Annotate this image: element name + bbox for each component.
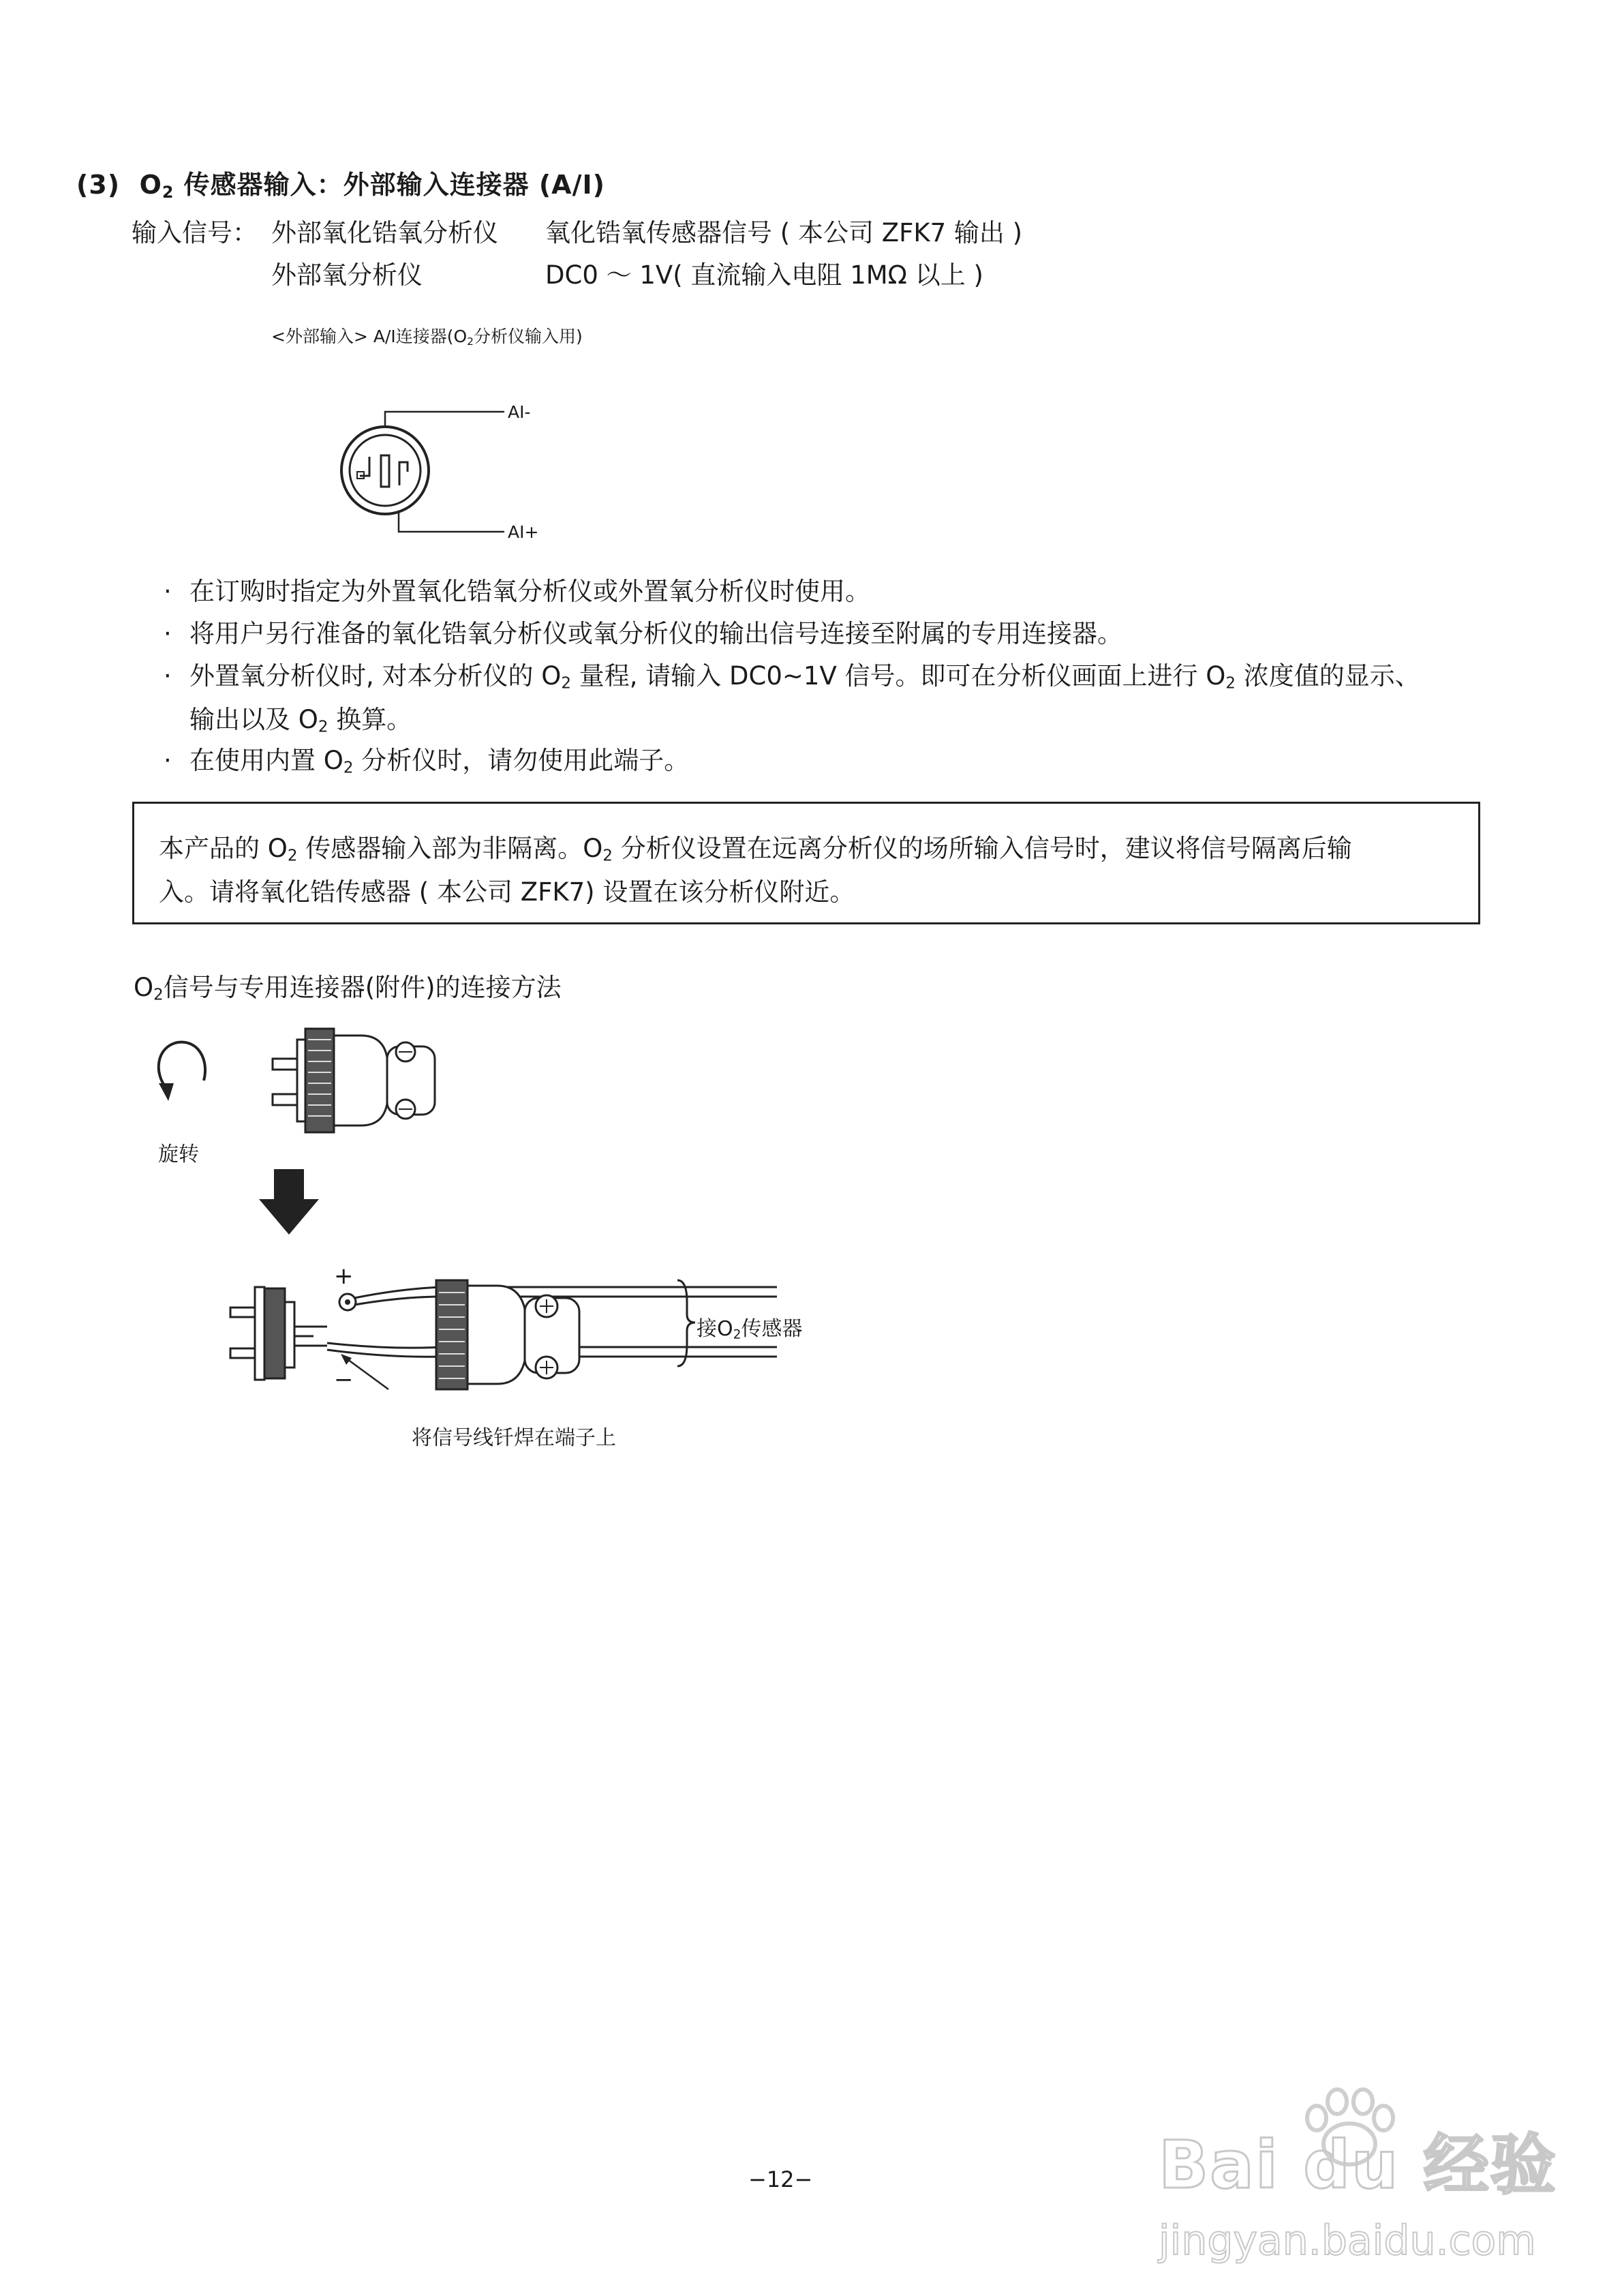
terminal-minus-label: − <box>334 1366 354 1393</box>
down-arrow-icon <box>259 1169 320 1237</box>
plug-illustration-top <box>232 1019 457 1149</box>
list-item: · 外置氧分析仪时, 对本分析仪的 $O_2$ 量程, 请输入 DC0~1V 信号。即可在分析仪画面上进行 $O_2$ 浓度值的显示、 输出以及 $O_2$ 换算。 <box>164 661 1420 736</box>
watermark-url: jingyan.baidu.com <box>1159 2217 1536 2265</box>
list-item: · 在订购时指定为外置氧化锆氧分析仪或外置氧分析仪时使用。 <box>164 577 870 606</box>
pin-minus-label: AI- <box>508 402 531 422</box>
solder-instruction-label: 将信号线钎焊在端子上 <box>412 1426 616 1450</box>
list-item: · 将用户另行准备的氧化锆氧分析仪或氧分析仪的输出信号连接至附属的专用连接器。 <box>164 619 1122 648</box>
input-signal-row2-desc: DC0 ～ 1V( 直流输入电阻 1MΩ 以上 ) <box>545 260 983 290</box>
note-line-1: 本产品的 $O_2$ 传感器输入部为非隔离。$O_2$ 分析仪设置在远离分析仪的场所输入信号时，建议将信号隔离后输 <box>159 834 1352 865</box>
method-title: $O_2$信号与专用连接器(附件)的连接方法 <box>134 973 562 1004</box>
pin-minus-leader <box>385 412 504 427</box>
terminal-plus-label: + <box>334 1263 354 1290</box>
page-number: −12− <box>748 2166 813 2192</box>
note-line-2: 入。请将氧化锆传感器 ( 本公司 ZFK7) 设置在该分析仪附近。 <box>159 877 855 907</box>
pin-plus-leader <box>399 513 504 532</box>
connector-center-pin <box>381 455 389 487</box>
input-signal-row2-source: 外部氧分析仪 <box>271 260 423 290</box>
connector-inner-ring <box>350 435 420 506</box>
note-box <box>132 802 1480 924</box>
input-signal-label: 输入信号： <box>132 218 258 247</box>
input-signal-row1-source: 外部氧化锆氧分析仪 <box>271 218 498 247</box>
pin-plus-label: AI+ <box>508 522 539 542</box>
input-signal-row1-desc: 氧化锆氧传感器信号 ( 本公司 ZFK7 输出 ) <box>545 218 1023 247</box>
o2-sensor-label: 接$O_2$传感器 <box>697 1317 803 1342</box>
connector-caption: <外部输入> A/I连接器($O_2$分析仪输入用) <box>271 327 583 348</box>
rotate-label: 旋转 <box>158 1143 199 1166</box>
rotate-arrow-icon <box>147 1033 221 1108</box>
section-heading: (3) $O_2$ 传感器输入：外部输入连接器 (A/I) <box>76 170 605 202</box>
list-item: · 在使用内置 $O_2$ 分析仪时，请勿使用此端子。 <box>164 746 690 777</box>
watermark-brand: Bai du 经验 <box>1159 2127 1557 2203</box>
connector-outer-ring <box>341 427 429 514</box>
section-number: (3) <box>76 170 121 200</box>
